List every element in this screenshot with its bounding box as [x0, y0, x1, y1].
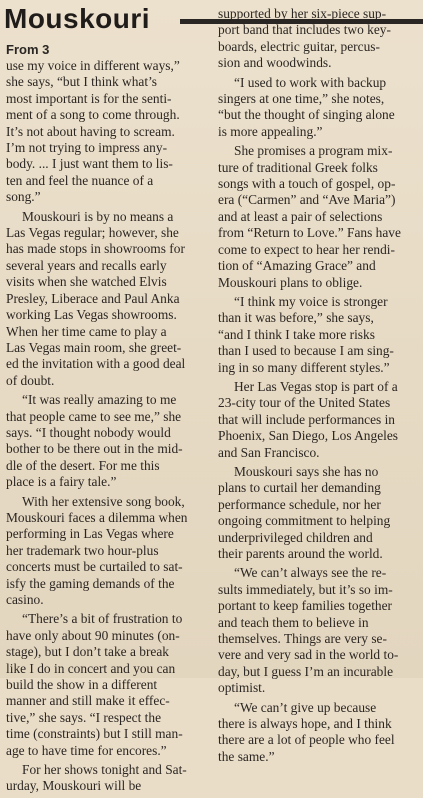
text-line: performing in Las Vegas where — [6, 526, 174, 542]
text-line: Mouskouri is by no means a — [22, 208, 174, 224]
text-line: visits when she watched Elvis — [6, 274, 167, 290]
text-line: ment of a song to come through. — [6, 107, 180, 123]
text-line: sults immediately, but it’s so im- — [218, 581, 393, 597]
text-line: singers at one time,” she notes, — [218, 91, 385, 107]
text-line: underprivileged children and — [218, 529, 373, 545]
text-line: Mouskouri faces a dilemma when — [6, 509, 188, 525]
text-line: tive,” she says. “I respect the — [6, 709, 162, 725]
text-line: Las Vegas main room, she greet- — [6, 339, 182, 355]
paragraph — [218, 294, 420, 376]
text-line: With her extensive song book, — [22, 493, 185, 509]
text-line: says. “I thought nobody would — [6, 424, 171, 440]
text-line: has made stops in showrooms for — [6, 241, 185, 257]
text-line: “and I think I take more risks — [218, 326, 375, 342]
text-line: “There’s a bit of frustration to — [22, 611, 183, 627]
paragraph — [218, 464, 420, 562]
text-line: ongoing commitment to helping — [218, 513, 391, 529]
text-line: sion and woodwinds. — [218, 55, 332, 71]
text-line: Her Las Vegas stop is part of a — [234, 378, 398, 394]
text-line: several years and recalls early — [6, 257, 167, 273]
text-line: day, but I guess I’m an incurable — [218, 663, 394, 679]
paragraph — [218, 700, 420, 766]
text-line: stage), but I don’t take a break — [6, 644, 169, 660]
text-line: their parents around the world. — [218, 546, 383, 561]
text-line: than I used to because I am sing- — [218, 343, 394, 359]
paragraph — [6, 58, 206, 206]
text-line: her trademark two hour-plus — [6, 542, 159, 558]
text-line: Mouskouri says she has no — [234, 463, 379, 479]
paragraph — [6, 762, 206, 795]
text-line: like I do in concert and you can — [6, 660, 176, 676]
text-line: she says, “but I think what’s — [6, 74, 157, 90]
text-line: casino. — [6, 592, 44, 607]
text-line: Mouskouri plans to oblige. — [218, 274, 363, 290]
text-line: For her shows tonight and Sat- — [22, 762, 187, 778]
text-line: body. ... I just want them to lis- — [6, 156, 173, 172]
text-line: build the show in a different — [6, 677, 158, 693]
paragraph — [218, 6, 420, 72]
text-line: plans to curtail her demanding — [218, 480, 381, 496]
text-line: use my voice in different ways,” — [6, 58, 180, 73]
text-line: When her time came to play a — [6, 323, 167, 339]
text-line: 23-city tour of the United States — [218, 395, 391, 411]
paragraph — [218, 379, 420, 461]
paragraph — [218, 565, 420, 696]
text-line: “I used to work with backup — [234, 74, 387, 90]
text-line: She promises a program mix- — [234, 143, 393, 159]
text-line: and teach them to believe in — [218, 614, 369, 630]
text-line: of doubt. — [6, 372, 55, 388]
text-line: age to have time for encores.” — [6, 742, 167, 758]
text-line: Las Vegas regular; however, she — [6, 225, 179, 241]
text-line: era (“Carmen” and “Ave Maria”) — [218, 192, 396, 208]
text-line: is more appealing.” — [218, 123, 323, 139]
paragraph — [6, 494, 206, 609]
text-line: bother to be there out in the mid- — [6, 441, 183, 457]
text-line: ed the invitation with a good deal — [6, 356, 186, 372]
paragraph — [6, 392, 206, 490]
text-line: portant to keep families together — [218, 598, 393, 614]
text-line: and San Francisco. — [218, 444, 320, 460]
text-line: from “Return to Love.” Fans have — [218, 225, 401, 241]
headline: Mouskouri — [4, 3, 151, 34]
text-line: and at least a pair of selections — [218, 208, 383, 224]
text-line: boards, electric guitar, percus- — [218, 38, 380, 54]
text-line: ten and feel the nuance of a — [6, 172, 154, 188]
text-line: tion of “Amazing Grace” and — [218, 258, 376, 274]
paragraph — [218, 75, 420, 141]
text-line: urday, Mouskouri will be — [6, 778, 142, 794]
text-line: songs with a touch of gospel, op- — [218, 176, 396, 192]
text-line: time (constraints) but I still man- — [6, 726, 183, 742]
text-line: dle of the desert. For me this — [6, 457, 160, 473]
paragraph — [218, 143, 420, 291]
text-line: ing in so many different styles.” — [218, 359, 390, 375]
text-line: that people came to see me,” she — [6, 408, 182, 424]
text-line: “but the thought of singing alone — [218, 107, 395, 123]
text-line: most important is for the senti- — [6, 90, 172, 106]
text-line: come to expect to hear her rendi- — [218, 241, 395, 257]
text-line: have only about 90 minutes (on- — [6, 627, 180, 643]
text-line: port band that includes two key- — [218, 22, 391, 38]
text-line: isfy the gaming demands of the — [6, 575, 175, 591]
text-line: working Las Vegas showrooms. — [6, 307, 177, 323]
text-line: “We can’t always see the re- — [234, 565, 387, 581]
paragraph — [6, 611, 206, 759]
text-line: performance schedule, nor her — [218, 496, 381, 512]
text-line: than it was before,” she says, — [218, 310, 374, 326]
jump-line: From 3 — [6, 42, 50, 57]
text-line: It’s not about having to scream. — [6, 123, 175, 139]
text-line: “It was really amazing to me — [22, 392, 177, 408]
text-line: the same.” — [218, 748, 275, 764]
text-line: that will include performances in — [218, 411, 395, 427]
text-line: ture of traditional Greek folks — [218, 159, 378, 175]
text-line: concerts must be curtailed to sat- — [6, 559, 183, 575]
text-line: “I think my voice is stronger — [234, 293, 388, 309]
right-column — [218, 6, 420, 768]
left-column — [6, 58, 206, 798]
text-line: Presley, Liberace and Paul Anka — [6, 290, 180, 306]
text-line: themselves. Things are very se- — [218, 631, 387, 647]
text-line: optimist. — [218, 680, 266, 696]
text-line: manner and still make it effec- — [6, 693, 170, 709]
text-line: place is a fairy tale.” — [6, 474, 117, 490]
text-line: supported by her six-piece sup- — [218, 6, 387, 21]
text-line: I’m not trying to impress any- — [6, 140, 168, 156]
text-line: there are a lot of people who feel — [218, 732, 395, 748]
text-line: there is always hope, and I think — [218, 716, 392, 732]
text-line: song.” — [6, 189, 41, 205]
paragraph — [6, 209, 206, 389]
text-line: “We can’t give up because — [234, 699, 377, 715]
text-line: vere and very sad in the world to- — [218, 647, 399, 663]
text-line: Phoenix, San Diego, Los Angeles — [218, 428, 399, 444]
